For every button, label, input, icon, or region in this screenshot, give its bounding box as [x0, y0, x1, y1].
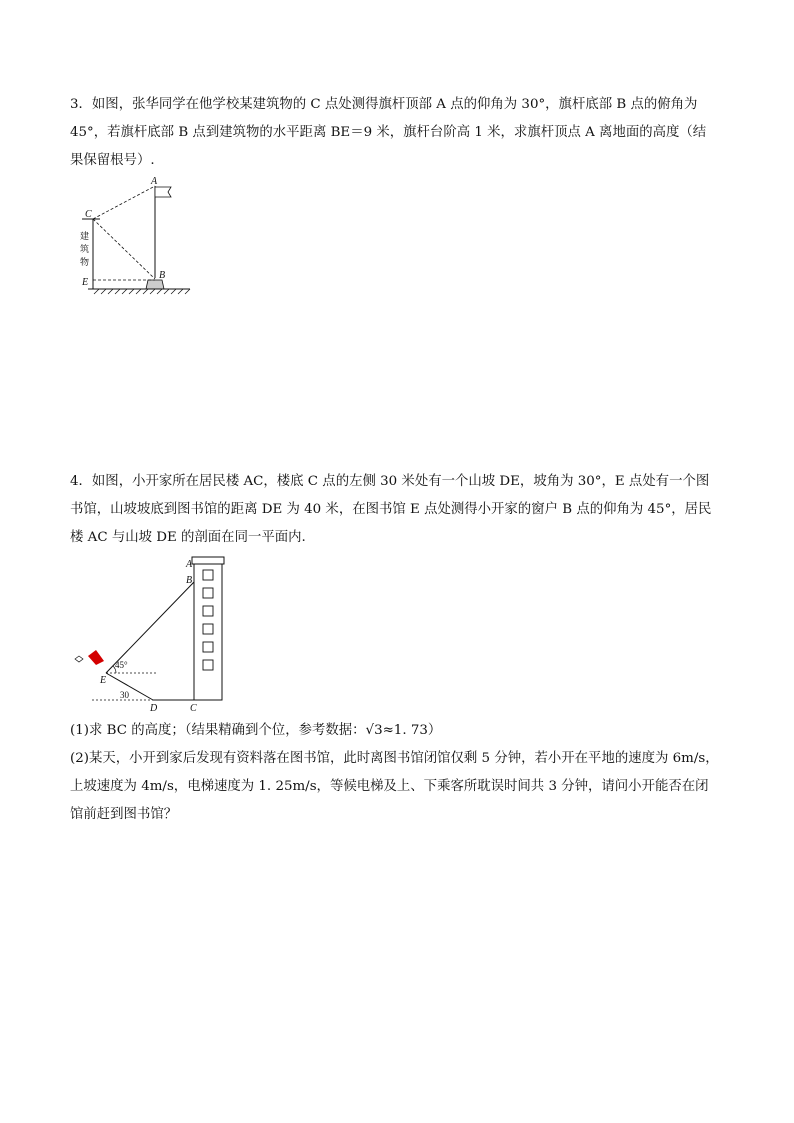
building-char-2: 筑: [80, 245, 90, 255]
q4-figure: [70, 553, 240, 713]
label-D: D: [150, 703, 158, 713]
q4-line-2: 书馆，山坡坡底到图书馆的距离 DE 为 40 米，在图书馆 E 点处测得小开家的窗户 B 点的仰角为 45°，居民: [70, 502, 712, 517]
compass-icon: [75, 656, 83, 662]
label-C: C: [85, 209, 92, 220]
label-E: E: [82, 277, 89, 288]
q3-figure: [70, 172, 200, 297]
label-E: E: [100, 675, 107, 686]
label-C: C: [190, 703, 197, 713]
q3-line-2: 45°，若旗杆底部 B 点到建筑物的水平距离 BE＝9 米，旗杆台阶高 1 米，求旗杆顶点 A 离地面的高度（结: [70, 125, 707, 140]
q4-line-3: 楼 AC 与山坡 DE 的剖面在同一平面内.: [70, 530, 306, 545]
label-A: A: [151, 176, 158, 187]
library-icon: [88, 650, 104, 665]
line-CB: [93, 219, 155, 279]
q3-line-1: 3．如图，张华同学在他学校某建筑物的 C 点处测得旗杆顶部 A 点的仰角为 30°，旗杆底部 B 点的俯角为: [70, 97, 698, 112]
label-B: B: [159, 270, 166, 281]
angle-label: 45°: [115, 660, 128, 670]
question-3-text: [70, 91, 725, 175]
q4-sub2-line-3: 馆前赶到图书馆？: [70, 807, 178, 822]
slope-ED: [106, 673, 153, 700]
building-char-3: 物: [80, 258, 90, 268]
q4-sub2-line-2: 上坡速度为 4m/s，电梯速度为 1. 25m/s，等候电梯及上、下乘客所耽误时间共 3 分钟，请问小开能否在闭: [70, 779, 709, 794]
q4-line-1: 4．如图，小开家所在居民楼 AC，楼底 C 点的左侧 30 米处有一个山坡 DE，坡角为 30°，E 点处有一个图: [70, 474, 710, 489]
line-CA: [93, 186, 155, 219]
q4-sub2-line-1: (2)某天，小开到家后发现有资料落在图书馆，此时离图书馆闭馆仅剩 5 分钟，若小开在平地的速度为 6m/s，: [70, 751, 719, 766]
q3-line-3: 果保留根号）.: [70, 153, 155, 168]
distance-label: 30: [120, 690, 129, 700]
building-char-1: 建: [80, 232, 90, 242]
flagpole-step: [146, 280, 164, 289]
question-4-text: [70, 468, 725, 552]
q4-sub1: (1)求 BC 的高度；（结果精确到个位，参考数据：√3≈1. 73）: [70, 723, 442, 738]
label-A: A: [186, 559, 193, 570]
ground-hatching: [94, 289, 190, 294]
flag-icon: [155, 187, 171, 197]
label-B: B: [186, 575, 193, 586]
building-roof: [192, 557, 224, 564]
question-4-subparts: [70, 717, 725, 829]
